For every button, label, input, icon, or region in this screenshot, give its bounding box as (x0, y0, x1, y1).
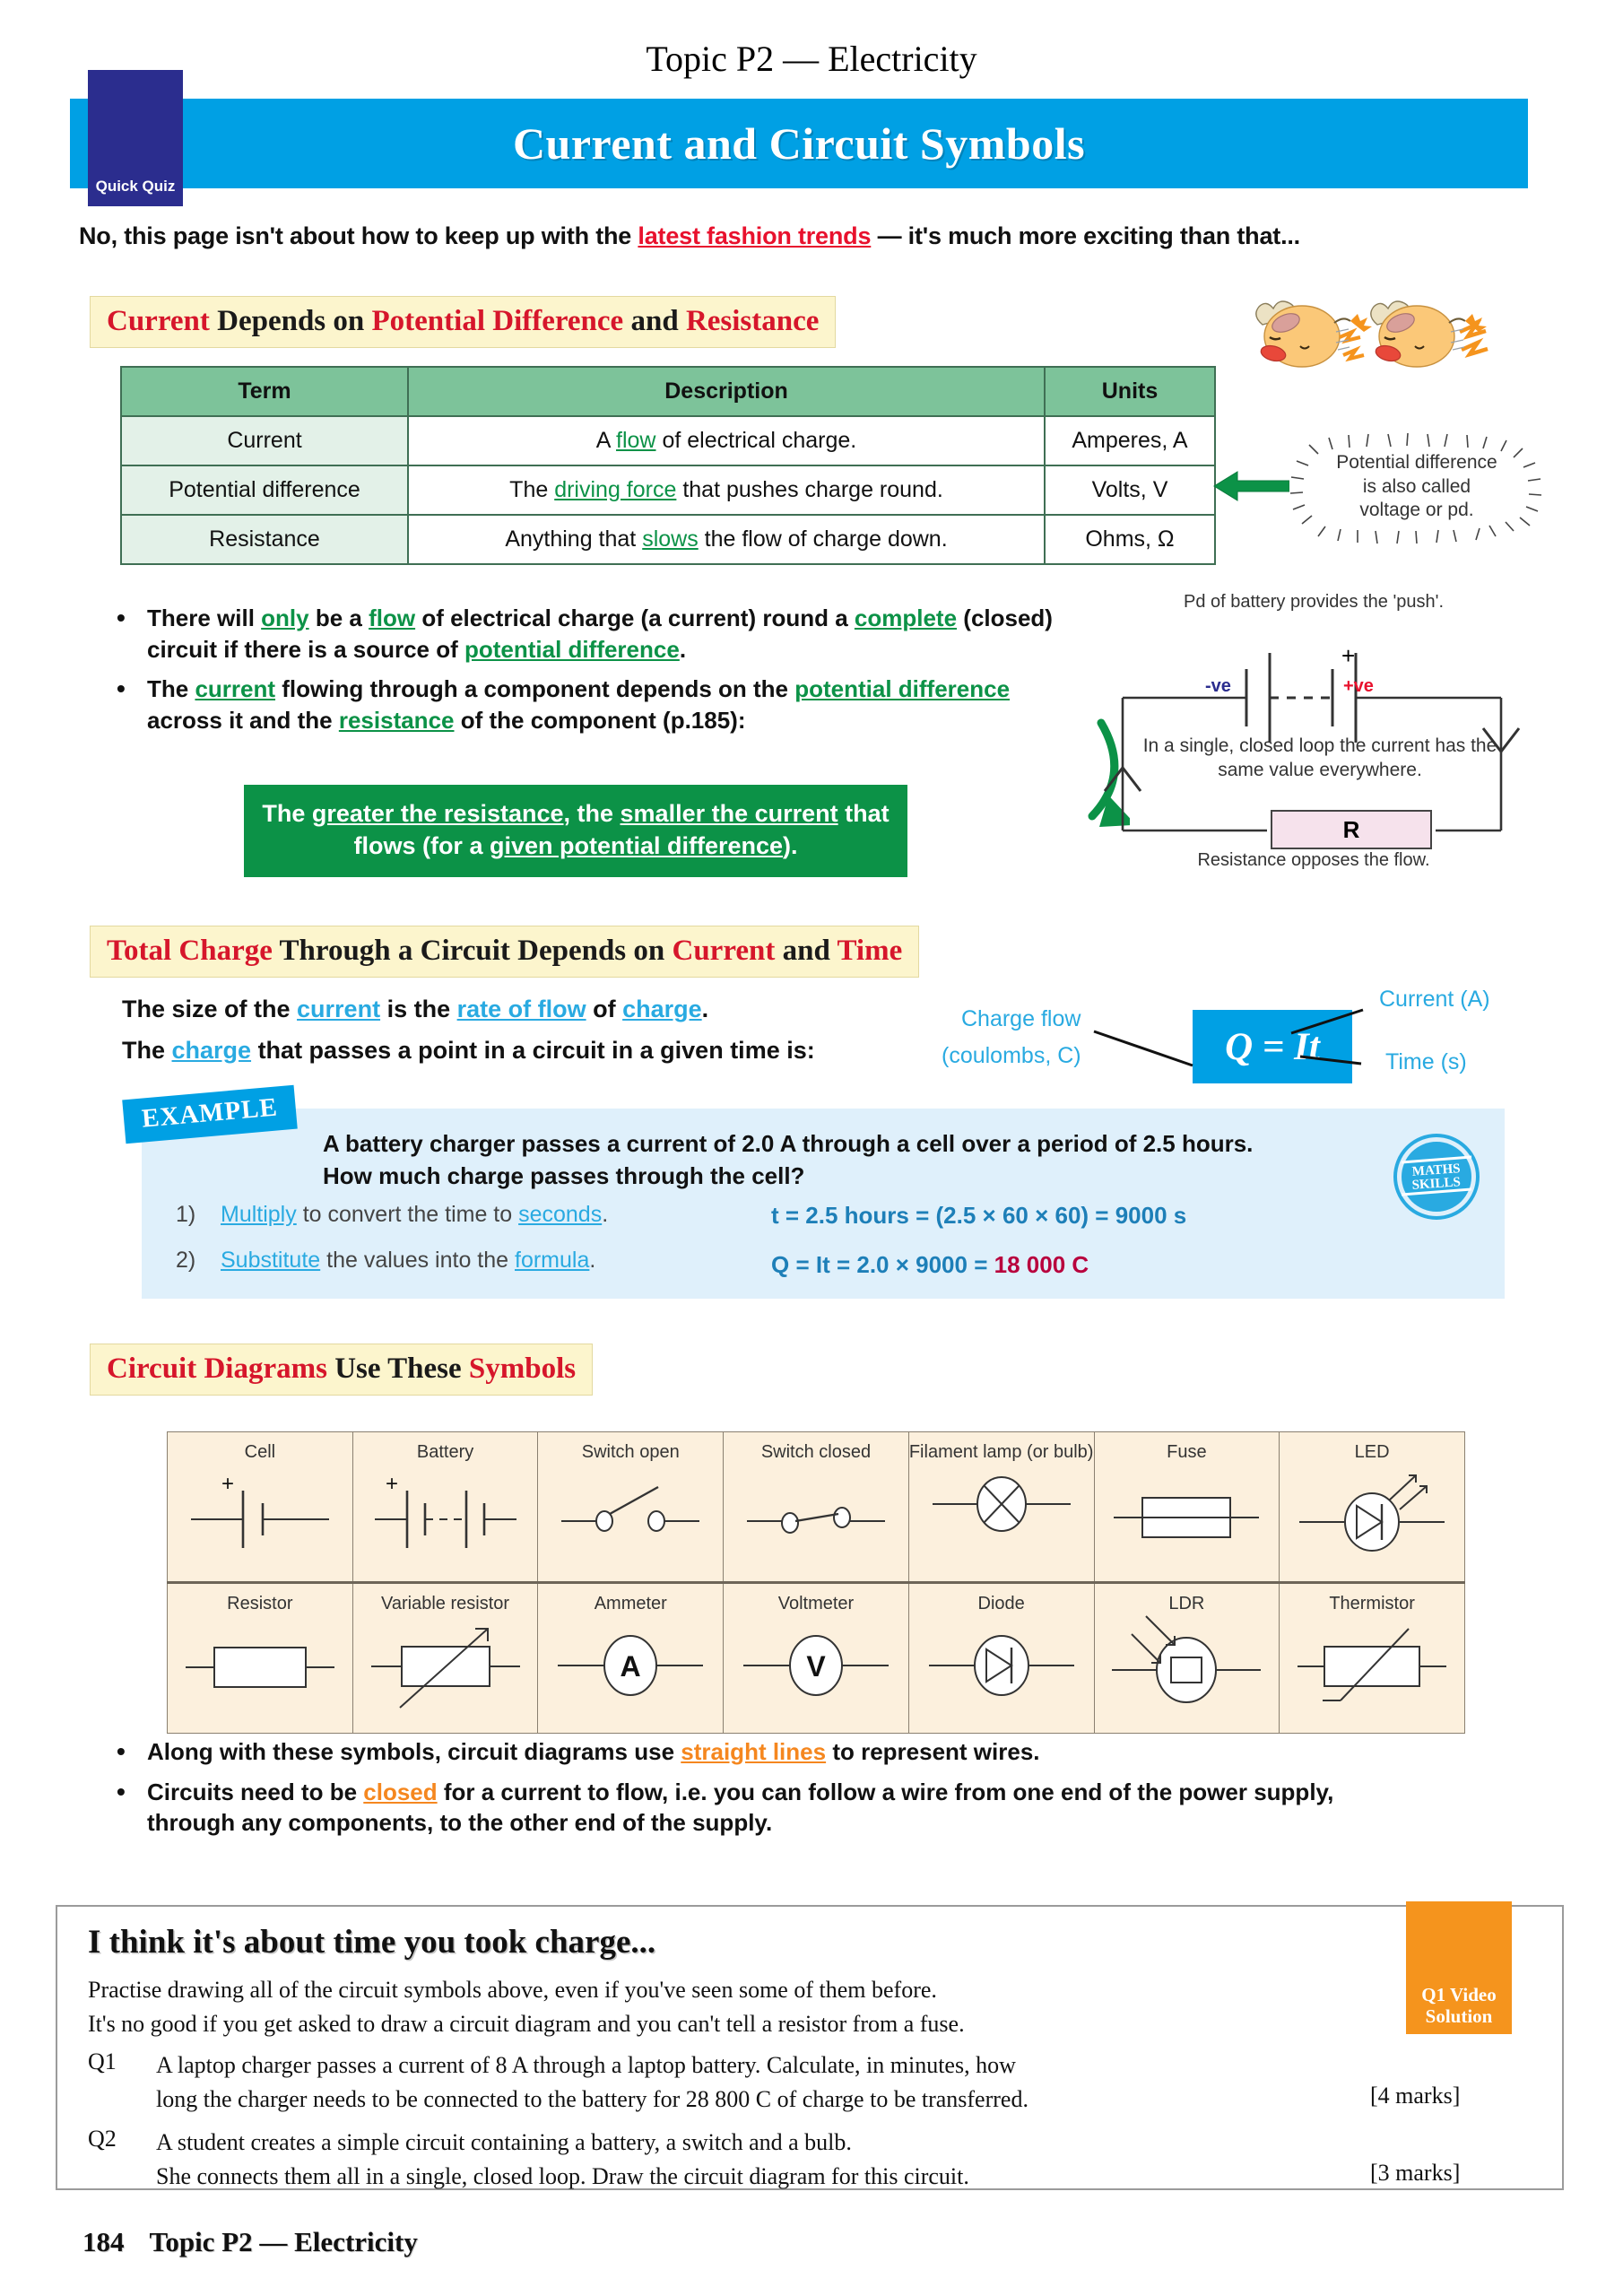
symbol-cell-ammeter: Ammeter A (538, 1583, 724, 1734)
key-fact-callout: The greater the resistance, the smaller the current that flows (for a given potential difference). (244, 785, 907, 877)
table-row (121, 515, 1215, 564)
battery-symbol-icon (353, 1463, 538, 1561)
symbol-cell-filament-lamp: Filament lamp (or bulb) (908, 1432, 1094, 1583)
question-q2 (88, 2126, 1313, 2193)
example-question: A battery charger passes a current of 2.0 A through a cell over a period of 2.5 hours. How much charge passes through the cell? (323, 1130, 1254, 1189)
summary-title: I think it's about time you took charge... (88, 1924, 656, 1961)
cell-units: Volts, V (1045, 465, 1215, 515)
symbol-cell-resistor: Resistor (168, 1583, 353, 1734)
question-number: Q2 (88, 2126, 117, 2152)
quick-quiz-label: Quick Quiz (95, 178, 176, 195)
maths-skills-badge (1392, 1132, 1481, 1222)
intro-link: latest fashion trends (638, 222, 872, 249)
svg-text:V: V (806, 1650, 826, 1683)
page-topic-line: Topic P2 — Electricity (646, 39, 977, 79)
page-intro-line (79, 222, 1549, 250)
svg-text:+: + (221, 1472, 234, 1497)
summary-body-line-2: It's no good if you get asked to draw a circuit diagram and you can't tell a resistor from a fuse. (88, 2010, 965, 2037)
cell-symbol-icon (168, 1463, 352, 1561)
cell-term: Current (121, 416, 408, 465)
symbol-cell-voltmeter: Voltmeter V (724, 1583, 909, 1734)
video-tab-line-2: Solution (1425, 2005, 1493, 2027)
quick-quiz-tab[interactable] (88, 70, 183, 206)
example-math-line: t = 2.5 hours = (2.5 × 60 × 60) = 9000 s (771, 1202, 1187, 1229)
symbol-cell-variable-resistor: Variable resistor (352, 1583, 538, 1734)
example-math-line: Q = It = 2.0 × 9000 = 18 000 C (771, 1251, 1089, 1278)
example-tag: EXAMPLE (122, 1085, 298, 1144)
question-q1 (88, 2048, 1313, 2116)
resistor-block: R (1271, 810, 1432, 849)
summary-body (88, 1973, 1343, 2040)
question-number: Q1 (88, 2048, 117, 2074)
symbol-cell-switch-closed: Switch closed (724, 1432, 909, 1583)
section2-text (122, 994, 1001, 1067)
example-working (771, 1202, 1186, 1300)
cell-description: Anything that slows the flow of charge down. (408, 515, 1045, 564)
thermistor-symbol-icon (1280, 1614, 1464, 1713)
page-title: Current and Circuit Symbols (512, 118, 1086, 169)
list-item: • Along with these symbols, circuit diagrams use straight lines to represent wires. (106, 1736, 1406, 1768)
negative-terminal-label: -ve (1205, 676, 1231, 696)
page-footer (82, 2226, 418, 2258)
switch-closed-symbol-icon (724, 1463, 908, 1561)
table-header-row (121, 367, 1215, 416)
circuit-caption-bottom: Resistance opposes the flow. (1197, 850, 1430, 870)
fuse-symbol-icon (1095, 1463, 1280, 1561)
marks-q2: [3 marks] (1370, 2160, 1461, 2186)
section-heading-circuit-diagrams: Circuit Diagrams Use These Symbols (90, 1344, 593, 1396)
switch-open-symbol-icon (538, 1463, 723, 1561)
ldr-symbol-icon (1095, 1614, 1280, 1713)
question-text: A student creates a simple circuit containing a battery, a switch and a bulb. She connects them all in a single, closed loop. Draw the circuit diagram for this circuit. (156, 2129, 969, 2189)
voltmeter-symbol-icon (724, 1614, 908, 1713)
terms-table (120, 366, 1216, 565)
variable-resistor-symbol-icon (353, 1614, 538, 1713)
plus-sign-label: + (1341, 642, 1356, 669)
list-item: • There will only be a flow of electrical charge (a current) round a complete (closed) circuit if there is a source of potential difference. (106, 603, 1074, 665)
table-row (121, 416, 1215, 465)
video-tab-line-1: Q1 Video (1421, 1983, 1497, 2005)
badge-line-2: SKILLS (1411, 1175, 1462, 1193)
formula-label-coulombs: (coulombs, C) (942, 1043, 1081, 1068)
symbol-row (168, 1432, 1465, 1583)
svg-text:+: + (385, 1472, 398, 1497)
sunburst-note (1282, 429, 1551, 545)
q1-video-solution-tab[interactable] (1406, 1901, 1512, 2034)
circuit-caption-middle: In a single, closed loop the current has the same value everywhere. (1142, 735, 1497, 781)
symbol-cell-led: LED (1280, 1432, 1465, 1583)
marks-q1: [4 marks] (1370, 2083, 1461, 2109)
charge-line-1: The size of the current is the rate of flow of charge. (122, 996, 709, 1022)
section3-bullet-list (106, 1736, 1406, 1848)
column-header-units: Units (1045, 367, 1215, 416)
summary-body-line-1: Practise drawing all of the circuit symbols above, even if you've seen some of them before. (88, 1977, 937, 2003)
formula-label-charge-flow: Charge flow (961, 1006, 1081, 1031)
filament-lamp-symbol-icon (909, 1463, 1094, 1540)
column-header-term: Term (121, 367, 408, 416)
table-row (121, 465, 1215, 515)
example-steps (176, 1202, 732, 1293)
cell-units: Ohms, Ω (1045, 515, 1215, 564)
page-title-banner (70, 99, 1528, 188)
section1-bullet-list (106, 603, 1074, 744)
cell-term: Resistance (121, 515, 408, 564)
battery-resistor-circuit-diagram (1103, 592, 1524, 879)
example-step: 2) Substitute the values into the formula. (176, 1248, 596, 1273)
question-text: A laptop charger passes a current of 8 A through a laptop battery. Calculate, in minutes, how long the charger needs to be connected to the battery for 28 800 C of charge to be transferred. (156, 2052, 1028, 2112)
diode-symbol-icon (909, 1614, 1094, 1713)
symbol-cell-thermistor: Thermistor (1280, 1583, 1465, 1734)
footer-topic: Topic P2 — Electricity (149, 2226, 418, 2257)
sheep-cartoon (1246, 296, 1542, 399)
symbol-cell-cell: Cell + (168, 1432, 353, 1583)
badge-line-1: MATHS (1411, 1161, 1462, 1179)
symbol-cell-switch-open: Switch open (538, 1432, 724, 1583)
section-heading-current: Current Depends on Potential Difference and Resistance (90, 296, 836, 348)
svg-text:A: A (620, 1650, 641, 1683)
symbol-cell-ldr: LDR (1094, 1583, 1280, 1734)
example-step: 1) Multiply to convert the time to seconds. (176, 1202, 609, 1227)
symbol-row (168, 1583, 1465, 1734)
formula-label-time: Time (s) (1385, 1049, 1467, 1074)
column-header-description: Description (408, 367, 1045, 416)
resistor-symbol-icon (168, 1614, 352, 1713)
cell-description: The driving force that pushes charge round. (408, 465, 1045, 515)
charge-formula-box: Q = It (1193, 1010, 1352, 1083)
cell-description: A flow of electrical charge. (408, 416, 1045, 465)
intro-text-before: No, this page isn't about how to keep up with the (79, 222, 638, 249)
cell-term: Potential difference (121, 465, 408, 515)
formula-leader-lines (933, 978, 1435, 1094)
circuit-caption-top: Pd of battery provides the 'push'. (1183, 592, 1445, 612)
page-number: 184 (82, 2226, 125, 2257)
green-pointer-arrow (1212, 470, 1289, 507)
led-symbol-icon (1280, 1463, 1464, 1558)
cell-units: Amperes, A (1045, 416, 1215, 465)
charge-line-2: The charge that passes a point in a circuit in a given time is: (122, 1036, 815, 1064)
formula-label-current: Current (A) (1379, 987, 1490, 1012)
list-item: • The current flowing through a component depends on the potential difference across it and the resistance of the component (p.185): (106, 674, 1074, 735)
ammeter-symbol-icon (538, 1614, 723, 1713)
positive-terminal-label: +ve (1343, 676, 1374, 696)
symbol-cell-diode: Diode (908, 1583, 1094, 1734)
list-item: • Circuits need to be closed for a current to flow, i.e. you can follow a wire from one end of the power supply, through any components, to the other end of the supply. (106, 1777, 1406, 1839)
intro-text-after: — it's much more exciting than that... (871, 222, 1300, 249)
symbol-cell-battery: Battery + (352, 1432, 538, 1583)
section-heading-total-charge: Total Charge Through a Circuit Depends on Current and Time (90, 926, 919, 978)
sunburst-text: Potential difference is also called voltage or pd. (1336, 451, 1497, 521)
symbol-cell-fuse: Fuse (1094, 1432, 1280, 1583)
circuit-symbols-table (167, 1431, 1465, 1734)
